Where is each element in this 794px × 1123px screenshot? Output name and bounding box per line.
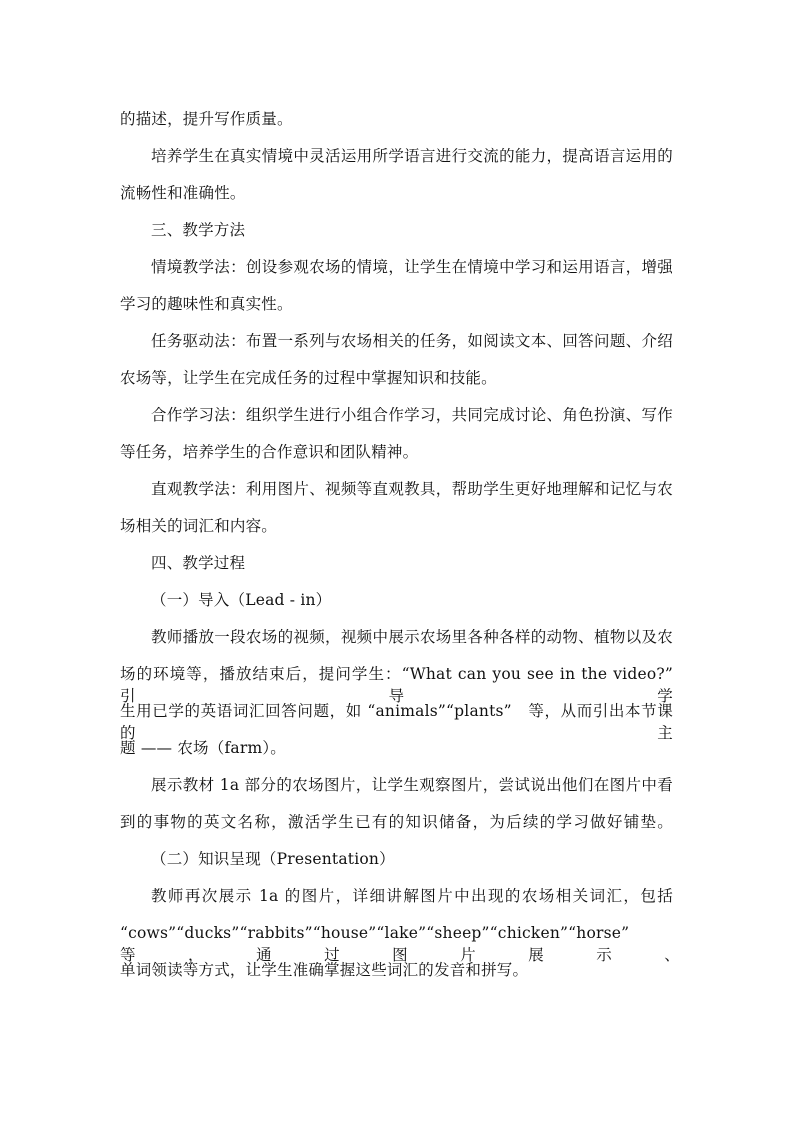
text-line: 生用已学的英语词汇回答问题，如 “animals”“plants” 等，从而引出本节课的主 bbox=[120, 702, 673, 742]
text-line: 培养学生在真实情境中灵活运用所学语言进行交流的能力，提高语言运用的 bbox=[151, 147, 673, 165]
text-line: 任务驱动法：布置一系列与农场相关的任务，如阅读文本、回答问题、介绍 bbox=[151, 332, 673, 350]
text-line: 教师再次展示 1a 的图片，详细讲解图片中出现的农场相关词汇，包括 bbox=[151, 887, 673, 905]
text-line: 场的环境等，播放结束后，提问学生：“What can you see in the video?” 引导学 bbox=[120, 665, 673, 705]
text-line: 展示教材 1a 部分的农场图片，让学生观察图片，尝试说出他们在图片中看 bbox=[151, 776, 673, 794]
text-line: 合作学习法：组织学生进行小组合作学习，共同完成讨论、角色扮演、写作 bbox=[151, 406, 673, 424]
subsection-heading: （一）导入（Lead - in） bbox=[151, 591, 332, 609]
text-line: 农场等，让学生在完成任务的过程中掌握知识和技能。 bbox=[120, 369, 497, 387]
section-heading: 四、教学过程 bbox=[151, 554, 246, 572]
text-line: 场相关的词汇和内容。 bbox=[120, 517, 278, 535]
text-line: 题 —— 农场（farm）。 bbox=[120, 739, 286, 757]
text-line: 直观教学法：利用图片、视频等直观教具，帮助学生更好地理解和记忆与农 bbox=[151, 480, 673, 498]
text-line: 单词领读等方式，让学生准确掌握这些词汇的发音和拼写。 bbox=[120, 961, 529, 979]
subsection-heading: （二）知识呈现（Presentation） bbox=[151, 850, 395, 868]
text-line: 学习的趣味性和真实性。 bbox=[120, 295, 293, 313]
text-line: 情境教学法：创设参观农场的情境，让学生在情境中学习和运用语言，增强 bbox=[151, 258, 673, 276]
section-heading: 三、教学方法 bbox=[151, 221, 246, 239]
text-line: 教师播放一段农场的视频，视频中展示农场里各种各样的动物、植物以及农 bbox=[151, 628, 673, 646]
text-line: 流畅性和准确性。 bbox=[120, 184, 246, 202]
text-line: 的描述，提升写作质量。 bbox=[120, 110, 293, 128]
text-line: “cows”“ducks”“rabbits”“house”“lake”“sheep”“chicken”“horse” 等，通过图片展示、 bbox=[120, 924, 680, 964]
text-line: 等任务，培养学生的合作意识和团队精神。 bbox=[120, 443, 419, 461]
text-line: 到的事物的英文名称，激活学生已有的知识储备，为后续的学习做好铺垫。 bbox=[120, 813, 673, 831]
